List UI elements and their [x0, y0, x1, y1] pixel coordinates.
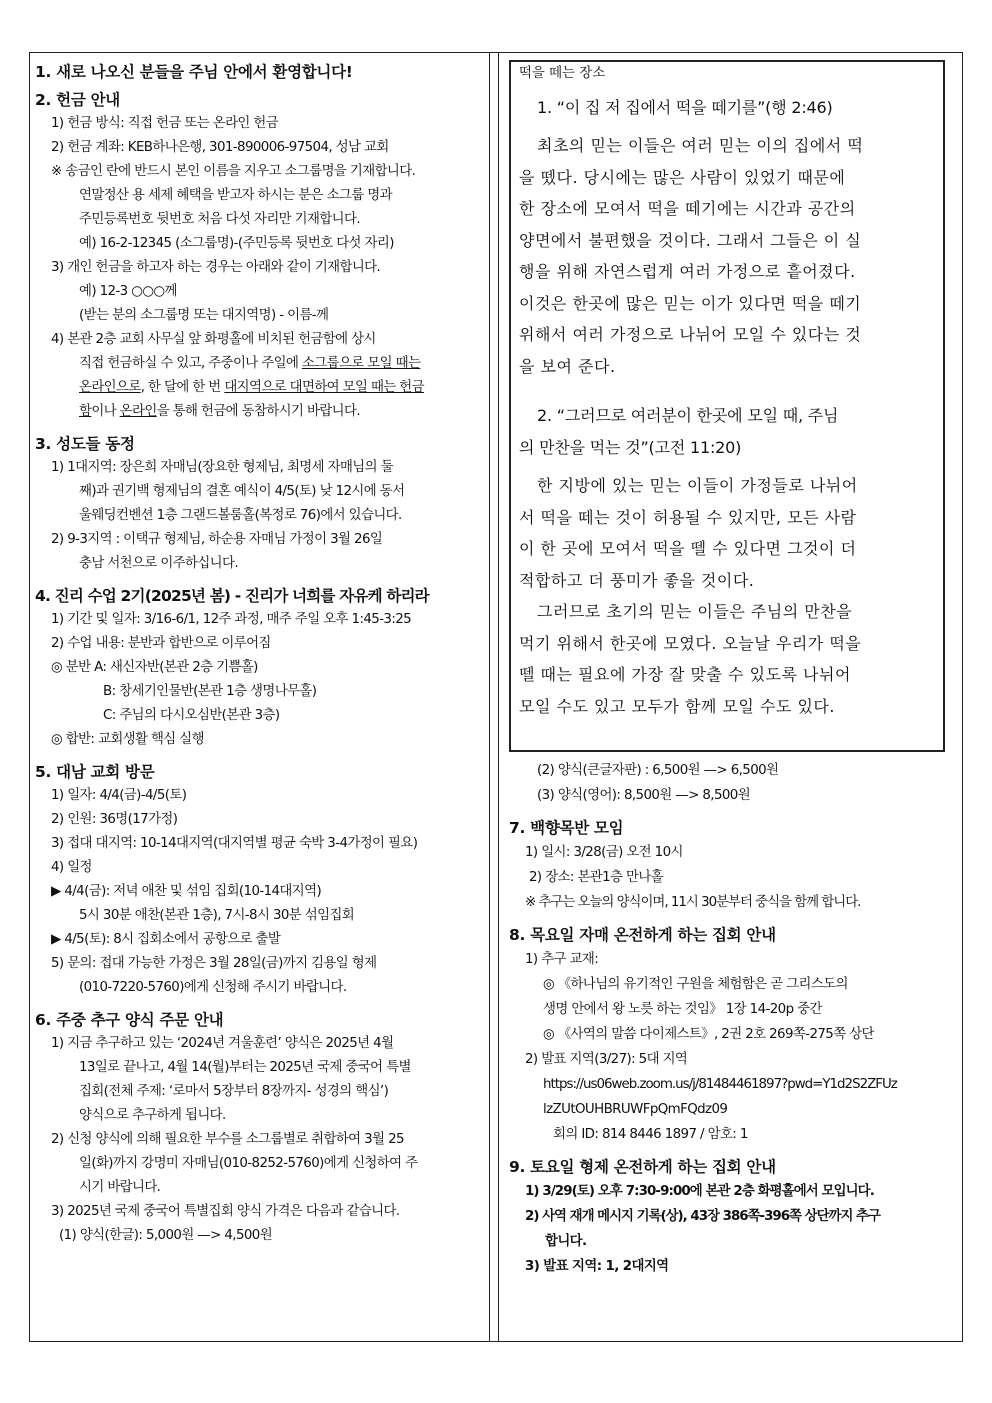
box-heading-cont: 의 만찬을 먹는 것”(고전 11:20) — [519, 438, 742, 457]
news-item-cont: 충남 서천으로 이주하십니다. — [79, 556, 238, 571]
news-item: 2) 9-3지역 : 이택규 형제님, 하순용 자매님 가정이 3월 26일 — [51, 532, 383, 547]
cedar-time: 1) 일시: 3/28(금) 오전 10시 — [525, 845, 683, 860]
offering-box-cont: 직접 헌금하실 수 있고, 주중이나 주일에 소그룹으로 모일 때는 — [79, 356, 421, 371]
zoom-link-cont[interactable]: lzZUtOUHBRUWFpQmFQdz09 — [543, 1102, 728, 1117]
order-item-cont: 13일로 끝나고, 4월 14(월)부터는 2025년 국제 중국어 특별 — [79, 1060, 411, 1075]
box-text-line: 서 떡을 떼는 것이 허용될 수 있지만, 모든 사람 — [519, 507, 857, 527]
box-heading: 1. “이 집 저 집에서 떡을 떼기를”(행 2:46) — [537, 98, 833, 117]
sisters-material: 1) 추구 교재: — [525, 952, 599, 967]
offering-example: 예) 16-2-12345 (소그룹명)-(주민등록 뒷번호 다섯 자리) — [79, 236, 394, 251]
order-item-cont: 집회(전체 주제: ‘로마서 5장부터 8장까지- 성경의 핵심’) — [79, 1084, 389, 1099]
class-group: C: 주님의 다시오심반(본관 3층) — [103, 708, 280, 723]
class-joint: ◎ 합반: 교회생활 핵심 실행 — [51, 732, 204, 747]
class-period: 1) 기간 및 일자: 3/16-6/1, 12주 과정, 매주 주일 오후 1:45-3:25 — [51, 612, 412, 627]
section-title: 6. 주중 추구 양식 주문 안내 — [35, 1011, 224, 1029]
offering-personal-example: (받는 분의 소그룹명 또는 대지역명) - 이름-께 — [79, 308, 329, 323]
order-price: (1) 양식(한글): 5,000원 —> 4,500원 — [59, 1228, 273, 1243]
order-item-cont: 양식으로 추구하게 됩니다. — [79, 1108, 226, 1123]
bread-breaking-box — [509, 60, 945, 752]
box-text-line: 양면에서 불편했을 것이다. 그래서 그들은 이 실 — [519, 230, 862, 250]
section-title: 9. 토요일 형제 온전하게 하는 집회 안내 — [509, 1158, 776, 1176]
offering-note-cont: 연말정산 용 세제 혜택을 받고자 하시는 분은 소그룹 명과 — [79, 188, 392, 203]
order-item-cont: 일(화)까지 강명미 자매님(010-8252-5760)에게 신청하여 주 — [79, 1156, 418, 1171]
visit-people: 2) 인원: 36명(17가정) — [51, 812, 178, 827]
right-column — [498, 52, 963, 1342]
brothers-material: 2) 사역 재개 메시지 기록(상), 43장 386쪽-396쪽 상단까지 추구 — [525, 1209, 880, 1224]
offering-personal-example: 예) 12-3 ○○○께 — [79, 284, 177, 299]
section-title: 7. 백향목반 모임 — [509, 819, 624, 837]
section-cedar-class — [509, 816, 955, 915]
section-title: 5. 대남 교회 방문 — [35, 763, 155, 781]
visit-schedule-item-cont: 5시 30분 애찬(본관 1층), 7시-8시 30분 섞임집회 — [79, 908, 355, 923]
sisters-book: ◎ 《하나님의 유기적인 구원을 체험함은 곧 그리스도의 — [543, 977, 848, 992]
section-title: 1. 새로 나오신 분들을 주님 안에서 환영합니다! — [35, 63, 353, 81]
brothers-region: 3) 발표 지역: 1, 2대지역 — [525, 1259, 669, 1274]
box-paragraph — [519, 470, 937, 722]
news-item-cont: 째)과 권기백 형제님의 결혼 예식이 4/5(토) 낮 12시에 동서 — [79, 484, 405, 499]
visit-schedule: 4) 일정 — [51, 860, 92, 875]
left-column — [29, 52, 490, 1342]
section-material-order-cont — [509, 758, 955, 808]
visit-date: 1) 일자: 4/4(금)-4/5(토) — [51, 788, 187, 803]
offering-account: 2) 헌금 계좌: KEB하나은행, 301-890006-97504, 성남 교회 — [51, 140, 389, 155]
box-text-line: 이 한 곳에 모여서 떡을 뗄 수 있다면 그것이 더 — [519, 539, 857, 558]
visit-host: 3) 접대 대지역: 10-14대지역(대지역별 평균 숙박 3-4가정이 필요) — [51, 836, 418, 851]
class-group: ◎ 분반 A: 새신자반(본관 2층 기쁨홀) — [51, 660, 258, 675]
sisters-region: 2) 발표 지역(3/27): 5대 지역 — [525, 1052, 688, 1067]
box-text-line: 한 장소에 모여서 떡을 떼기에는 시간과 공간의 — [519, 199, 856, 218]
box-text-line: 을 보여 준다. — [519, 356, 616, 376]
class-group: B: 창세기인물반(본관 1층 생명나무홀) — [103, 684, 317, 699]
offering-note-cont: 주민등록번호 뒷번호 처음 다섯 자리만 기재합니다. — [79, 212, 360, 227]
box-label: 떡을 떼는 장소 — [519, 66, 606, 81]
box-text-line: 행을 위해 자연스럽게 여러 가정으로 흩어졌다. — [519, 262, 856, 281]
section-title: 4. 진리 수업 2기(2025년 봄) - 진리가 너희를 자유케 하리라 — [35, 587, 429, 605]
order-item: 2) 신청 양식에 의해 필요한 부수를 소그룹별로 취합하여 3월 25 — [51, 1132, 404, 1147]
zoom-link[interactable]: https://us06web.zoom.us/j/81484461897?pwd=Y1d2S2ZFUz — [543, 1077, 897, 1092]
meeting-id: 회의 ID: 814 8446 1897 / 암호: 1 — [553, 1127, 748, 1142]
order-item-cont: 시기 바랍니다. — [79, 1180, 161, 1195]
visit-contact: 5) 문의: 접대 가능한 가정은 3월 28일(금)까지 김용일 형제 — [51, 956, 377, 971]
brothers-material-cont: 합니다. — [545, 1234, 587, 1249]
order-price: (3) 양식(영어): 8,500원 —> 8,500원 — [537, 788, 751, 803]
box-text-line: 한 지방에 있는 믿는 이들이 가정들로 나뉘어 — [537, 476, 858, 495]
box-text-line: 을 뗐다. 당시에는 많은 사람이 있었기 때문에 — [519, 167, 846, 187]
section-title: 2. 헌금 안내 — [35, 91, 120, 109]
box-text-line: 적합하고 더 풍미가 좋을 것이다. — [519, 570, 755, 590]
box-text-line: 그러므로 초기의 믿는 이들은 주님의 만찬을 — [537, 602, 853, 621]
offering-box-cont: 함이나 온라인을 통해 헌금에 동참하시기 바랍니다. — [79, 404, 360, 419]
box-text-line: 뗄 때는 필요에 가장 잘 맞출 수 있도록 나뉘어 — [519, 665, 851, 684]
offering-box: 4) 본관 2층 교회 사무실 앞 화평홀에 비치된 헌금함에 상시 — [51, 332, 376, 347]
offering-method: 1) 헌금 방식: 직접 헌금 또는 온라인 헌금 — [51, 116, 279, 131]
box-text-line: 위해서 여러 가정으로 나뉘어 모일 수 있다는 것 — [519, 325, 862, 344]
sisters-book: ◎ 《사역의 말씀 다이제스트》, 2권 2호 269쪽-275쪽 상단 — [543, 1027, 874, 1042]
section-news — [35, 432, 481, 576]
section-thursday-sisters — [509, 923, 955, 1147]
section-offering — [35, 88, 481, 424]
box-paragraph — [519, 130, 937, 382]
section-title: 3. 성도들 동정 — [35, 435, 135, 453]
class-content: 2) 수업 내용: 분반과 합반으로 이루어짐 — [51, 636, 271, 651]
section-visit — [35, 760, 481, 1000]
section-welcome — [35, 60, 481, 82]
box-text-line: 먹기 위해서 한곳에 모였다. 오늘날 우리가 떡을 — [519, 633, 862, 653]
section-truth-class — [35, 584, 481, 752]
box-text-line: 최초의 믿는 이들은 여러 믿는 이의 집에서 떡 — [537, 136, 864, 155]
brothers-time: 1) 3/29(토) 오후 7:30-9:00에 본관 2층 화평홀에서 모입니다. — [525, 1184, 874, 1199]
visit-schedule-item: ▶ 4/5(토): 8시 집회소에서 공항으로 출발 — [51, 932, 281, 947]
visit-schedule-item: ▶ 4/4(금): 저녁 애찬 및 섞임 집회(10-14대지역) — [51, 884, 322, 899]
offering-box-cont: 온라인으로, 한 달에 한 번 대지역으로 대면하여 모일 때는 헌금 — [79, 380, 424, 395]
order-price: (2) 양식(큰글자판) : 6,500원 —> 6,500원 — [537, 763, 779, 778]
offering-note: ※ 송금인 란에 반드시 본인 이름을 지우고 소그룹명을 기재합니다. — [51, 164, 416, 179]
cedar-place: 2) 장소: 본관1층 만나홀 — [529, 870, 664, 885]
offering-personal: 3) 개인 헌금을 하고자 하는 경우는 아래와 같이 기재합니다. — [51, 260, 381, 275]
section-material-order — [35, 1008, 481, 1248]
order-item: 1) 지금 추구하고 있는 ‘2024년 겨울훈련’ 양식은 2025년 4월 — [51, 1036, 394, 1051]
news-item-cont: 울웨딩컨벤션 1층 그랜드볼룸홀(복정로 76)에서 있습니다. — [79, 508, 402, 523]
box-text-line: 이것은 한곳에 많은 믿는 이가 있다면 떡을 떼기 — [519, 293, 862, 313]
sisters-book-cont: 생명 안에서 왕 노릇 하는 것임》 1장 14-20p 중간 — [543, 1002, 822, 1017]
news-item: 1) 1대지역: 장은희 자매님(장요한 형제님, 최명세 자매님의 둘 — [51, 460, 393, 475]
box-text-line: 모일 수도 있고 모두가 함께 모일 수도 있다. — [519, 696, 835, 716]
section-saturday-brothers — [509, 1155, 955, 1279]
cedar-note: ※ 추구는 오늘의 양식이며, 11시 30분부터 중식을 함께 합니다. — [525, 895, 861, 910]
box-heading: 2. “그러므로 여러분이 한곳에 모일 때, 주님 — [537, 406, 839, 425]
section-title: 8. 목요일 자매 온전하게 하는 집회 안내 — [509, 926, 776, 944]
visit-contact-cont: (010-7220-5760)에게 신청해 주시기 바랍니다. — [79, 980, 347, 995]
order-item: 3) 2025년 국제 중국어 특별집회 양식 가격은 다음과 같습니다. — [51, 1204, 400, 1219]
